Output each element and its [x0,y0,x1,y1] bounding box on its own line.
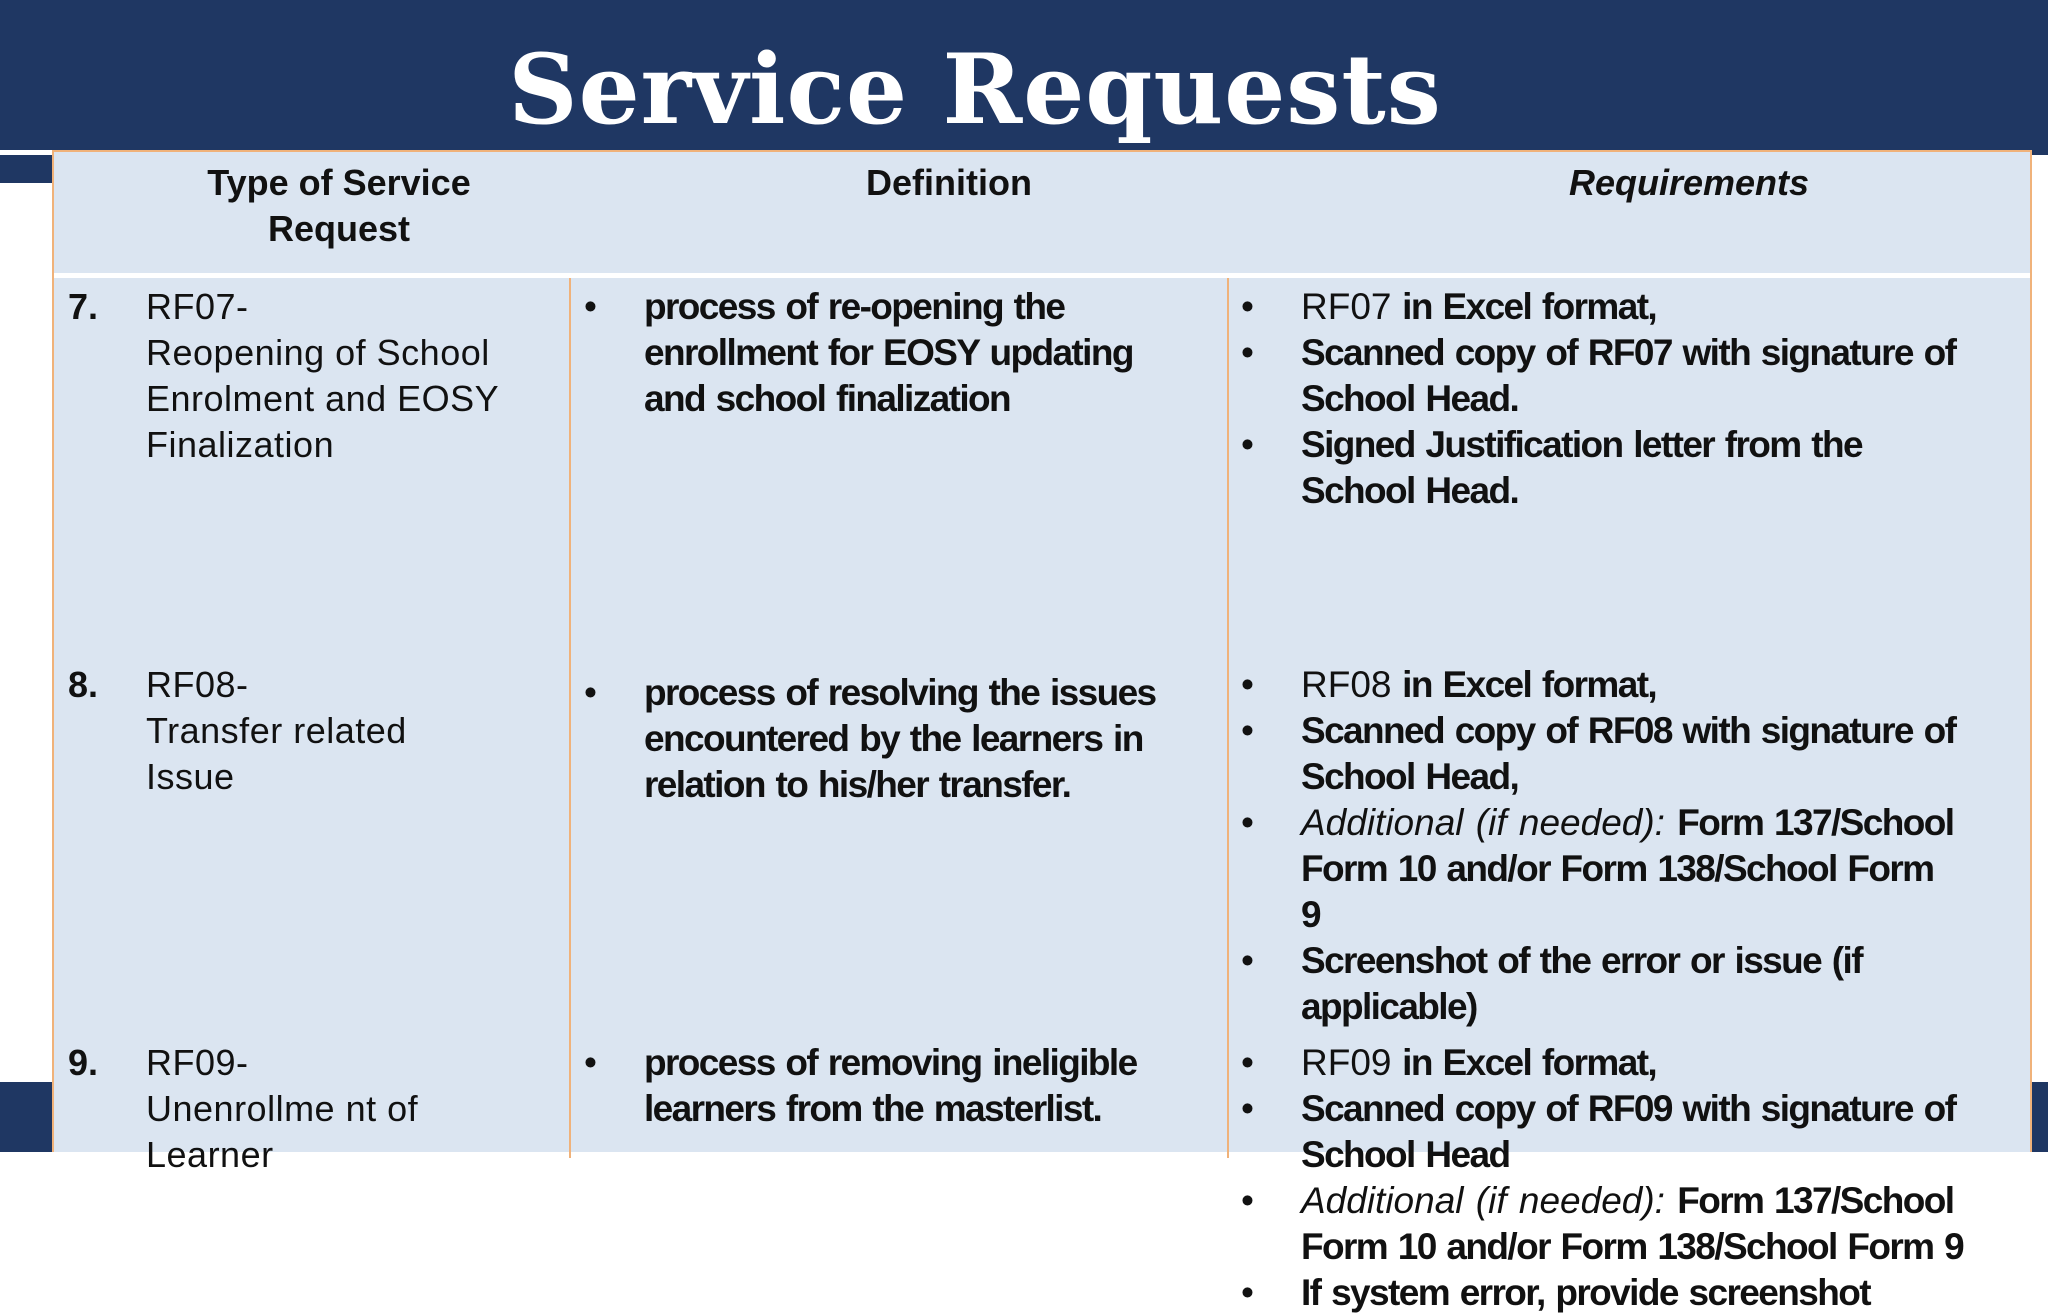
row-9-requirements [1239,1040,2048,1316]
row-7-code: RF07- [146,286,249,327]
bullet: • [584,672,597,713]
requirement-code: RF07 [1301,286,1392,327]
bullet: • [1241,940,1254,981]
requirement-text: Scanned copy of RF08 with signature of [1301,710,1956,751]
definition-line: process of re-opening the [644,286,1065,327]
requirement-text: School Head. [1301,470,1519,511]
definition-line: and school finalization [644,378,1010,419]
row-9-type [146,1040,418,1178]
row-8-number: 8. [68,664,99,705]
bullet: • [584,1042,597,1083]
service-requests-table [52,150,2032,1313]
row-8-name-line: Transfer related [146,710,407,751]
header-type-line1: Type of Service [207,162,471,203]
list-item [1239,938,2039,1030]
list-item [1239,662,2039,708]
header-type-of-service-request [74,160,604,252]
slide-title: Service Requests [508,33,1442,146]
definition-line: process of removing ineligible [644,1042,1137,1083]
requirement-code: RF09 [1301,1042,1392,1083]
requirement-text: Form 137/School [1677,802,1954,843]
list-item [1239,330,2039,422]
list-item [1239,1040,2048,1086]
requirement-text: in Excel format, [1391,1042,1657,1083]
requirement-text: in Excel format, [1391,664,1657,705]
list-item [1239,422,2039,514]
definition-line: encountered by the learners in [644,718,1143,759]
bullet: • [1241,424,1254,465]
list-item [1239,708,2039,800]
header-requirements: Requirements [1568,162,1810,203]
bullet: • [1241,710,1254,751]
row-7-type [146,284,499,468]
bullet: • [1241,1180,1254,1221]
table-header-row [54,152,2030,273]
list-item [582,1040,1222,1132]
definition-line: relation to his/her transfer. [644,764,1071,805]
row-7-name-line: Reopening of School [146,332,490,373]
row-7-definition [582,284,1222,422]
list-item [1239,1178,2048,1270]
requirement-text: School Head. [1301,378,1519,419]
row-9-code: RF09- [146,1042,249,1083]
row-9-name-line: Unenrollme nt of [146,1088,419,1129]
definition-line: process of resolving the issues [644,672,1156,713]
requirement-text: applicable) [1301,986,1477,1027]
bullet: • [1241,664,1254,705]
row-8-type [146,662,407,800]
requirement-text: 9 [1301,894,1320,935]
requirement-code: RF08 [1301,664,1392,705]
bullet: • [1241,332,1254,373]
list-item [582,284,1222,422]
definition-line: enrollment for EOSY updating [644,332,1133,373]
header-separator [54,273,2030,278]
requirement-additional-label: Additional (if needed): [1301,1180,1678,1221]
requirement-text: Form 137/School [1677,1180,1954,1221]
requirement-text: School Head, [1301,756,1519,797]
header-definition: Definition [866,162,1032,203]
row-8-definition [582,670,1222,808]
requirement-text: If system error, provide screenshot [1301,1272,1870,1313]
header-type-line2: Request [267,208,411,249]
bullet: • [1241,1088,1254,1129]
requirement-text: School Head [1301,1134,1510,1175]
list-item [582,670,1222,808]
list-item [1239,1086,2048,1178]
row-7-name-line: Finalization [146,424,335,465]
column-divider-2 [1227,278,1229,1158]
left-accent-line [0,150,52,155]
requirement-text: Form 10 and/or Form 138/School Form 9 [1301,1226,1964,1267]
list-item [1239,1270,2048,1316]
row-8-code: RF08- [146,664,249,705]
list-item [1239,800,2039,938]
row-7-number: 7. [68,286,99,327]
row-8-name-line: Issue [146,756,235,797]
row-9-name-line: Learner [146,1134,274,1175]
requirement-text: Signed Justification letter from the [1301,424,1862,465]
bullet: • [1241,1042,1254,1083]
bullet: • [1241,1272,1254,1313]
row-9-definition [582,1040,1222,1132]
requirement-additional-label: Additional (if needed): [1301,802,1678,843]
list-item [1239,284,2039,330]
bullet: • [1241,802,1254,843]
requirement-text: Scanned copy of RF09 with signature of [1301,1088,1956,1129]
requirement-text: in Excel format, [1391,286,1657,327]
definition-line: learners from the masterlist. [644,1088,1102,1129]
bullet: • [584,286,597,327]
requirement-text: Scanned copy of RF07 with signature of [1301,332,1956,373]
row-7-requirements [1239,284,2039,514]
requirement-text: Screenshot of the error or issue (if [1301,940,1862,981]
column-divider-1 [569,278,571,1158]
row-9-number: 9. [68,1042,99,1083]
row-7-name-line: Enrolment and EOSY [146,378,500,419]
row-8-requirements [1239,662,2039,1030]
bullet: • [1241,286,1254,327]
requirement-text: Form 10 and/or Form 138/School Form [1301,848,1934,889]
left-accent-strip [0,155,52,183]
